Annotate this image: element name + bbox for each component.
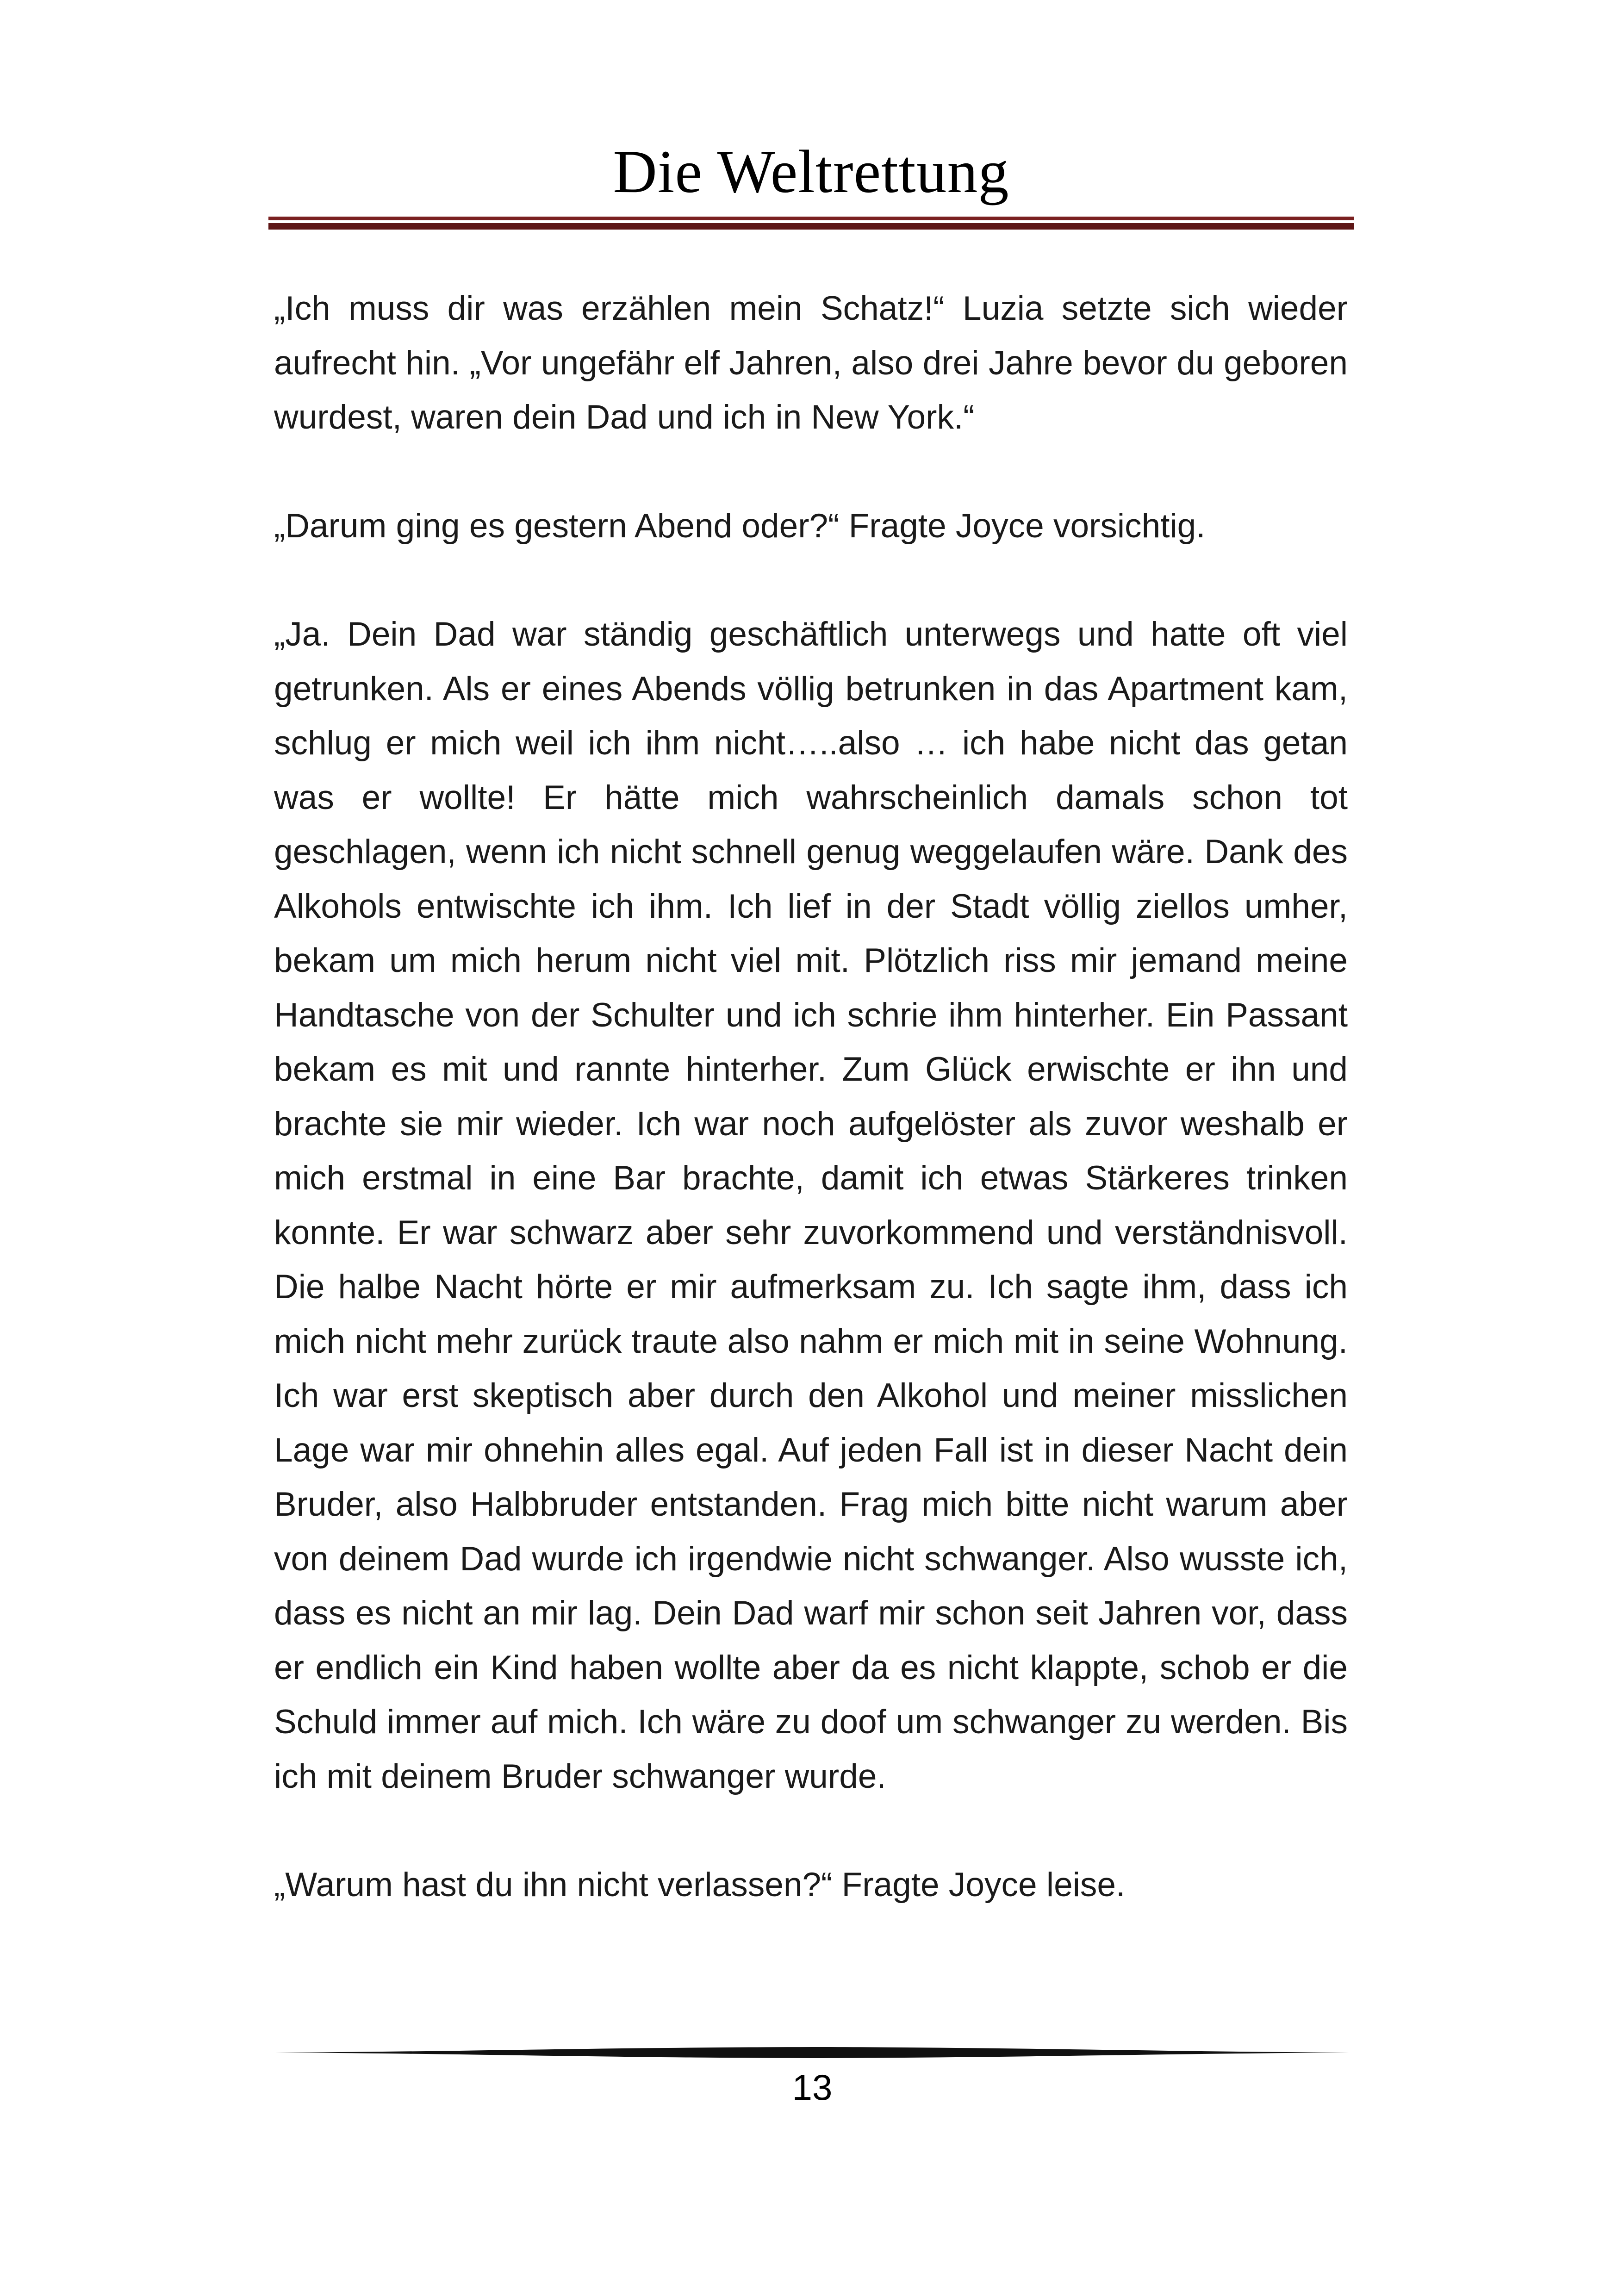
running-header-title: Die Weltrettung [613, 137, 1009, 205]
paragraph-2: „Darum ging es gestern Abend oder?“ Fragte Joyce vorsichtig. [274, 507, 1206, 545]
paragraph-1: „Ich muss dir was erzählen mein Schatz!“ Luzia setzte sich wieder aufrecht hin. „Vor ungefähr elf Jahren, also drei Jahre bevor du geboren wurdest, waren dein Dad und ich in New York.“ [274, 290, 1348, 436]
footer-ornament-rule [275, 2046, 1349, 2060]
paragraph-4: „Warum hast du ihn nicht verlassen?“ Fragte Joyce leise. [274, 1866, 1126, 1904]
header-rule-thick [268, 223, 1354, 230]
body-text [274, 281, 1348, 1966]
page-number: 13 [792, 2067, 833, 2108]
header-rule-thin [268, 217, 1354, 220]
paragraph-3: „Ja. Dein Dad war ständig geschäftlich unterwegs und hatte oft viel getrunken. Als er eines Abends völlig betrunken in das Apartment kam, schlug er mich weil ich ihm nicht…..also … ich habe nicht das getan was er wollte! Er hätte mich wahrscheinlich damals schon tot geschlagen, wenn ich nicht schnell genug weggelaufen wäre. Dank des Alkohols entwischte ich ihm. Ich lief in der Stadt völlig ziellos umher, bekam um mich herum nicht viel mit. Plötzlich riss mir jemand meine Handtasche von der Schulter und ich schrie ihm hinterher. Ein Passant bekam es mit und rannte hinterher. Zum Glück erwischte er ihn und brachte sie mir wieder. Ich war noch aufgelöster als zuvor weshalb er mich erstmal in eine Bar brachte, damit ich etwas Stärkeres trinken konnte. Er war schwarz aber sehr zuvorkommend und verständnisvoll. Die halbe Nacht hörte er mir aufmerksam zu. Ich sagte ihm, dass ich mich nicht mehr zurück traute also nahm er mich mit in seine Wohnung. Ich war erst skeptisch aber durch den Alkohol und meiner misslichen Lage war mir ohnehin alles egal. Auf jeden Fall ist in dieser Nacht dein Bruder, also Halbbruder entstanden. Frag mich bitte nicht warum aber von deinem Dad wurde ich irgendwie nicht schwanger. Also wusste ich, dass es nicht an mir lag. Dein Dad warf mir schon seit Jahren vor, dass er endlich ein Kind haben wollte aber da es nicht klappte, schob er die Schuld immer auf mich. Ich wäre zu doof um schwanger zu werden. Bis ich mit deinem Bruder schwanger wurde. [274, 616, 1348, 1795]
